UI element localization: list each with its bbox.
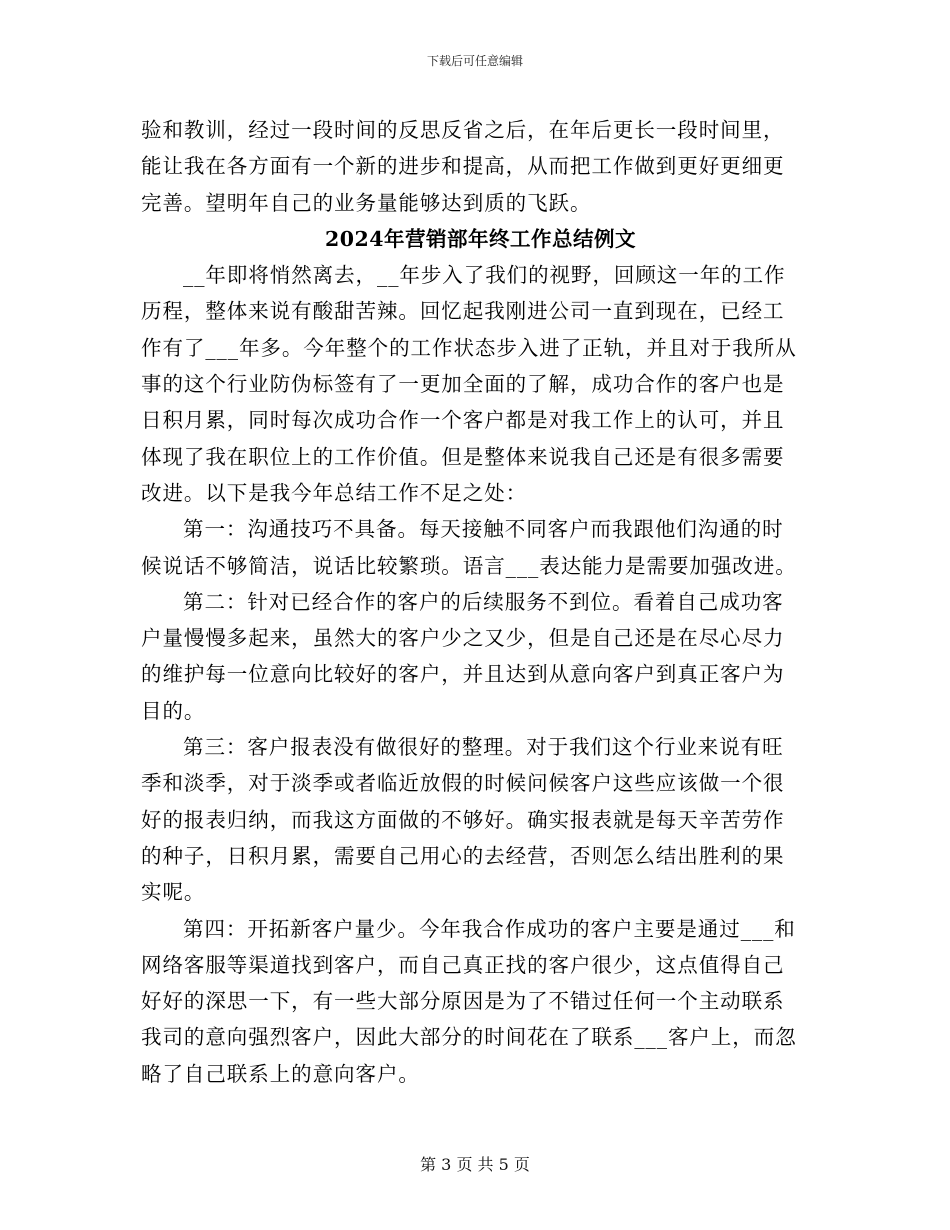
paragraph-line: 完善。望明年自己的业务量能够达到质的飞跃。 — [141, 190, 592, 215]
paragraph-line: 体现了我在职位上的工作价值。但是整体来说我自己还是有很多需要 — [141, 444, 785, 469]
paragraph-line: 户量慢慢多起来，虽然大的客户少之又少，但是自己还是在尽心尽力 — [141, 626, 785, 651]
paragraph-line: 好好的深思一下，有一些大部分原因是为了不错过任何一个主动联系 — [141, 989, 785, 1014]
paragraph-line: 目的。 — [141, 698, 206, 723]
paragraph-line: __年即将悄然离去，__年步入了我们的视野，回顾这一年的工作 — [183, 263, 786, 288]
paragraph-line: 好的报表归纳，而我这方面做的不够好。确实报表就是每天辛苦劳作 — [141, 807, 785, 832]
paragraph-line: 实呢。 — [141, 880, 206, 905]
paragraph-line: 验和教训，经过一段时间的反思反省之后，在年后更长一段时间里， — [141, 118, 785, 142]
section-title: 2024年营销部年终工作总结例文 — [324, 226, 637, 251]
paragraph-line: 作有了___年多。今年整个的工作状态步入进了正轨，并且对于我所从 — [141, 335, 797, 360]
paragraph-line: 改进。以下是我今年总结工作不足之处： — [141, 480, 528, 505]
paragraph-line: 网络客服等渠道找到客户，而自己真正找的客户很少，这点值得自己 — [141, 952, 785, 977]
paragraph-line: 历程，整体来说有酸甜苦辣。回忆起我刚进公司一直到现在，已经工 — [141, 299, 785, 324]
paragraph-line: 第三：客户报表没有做很好的整理。对于我们这个行业来说有旺 — [183, 735, 784, 760]
paragraph-line: 我司的意向强烈客户，因此大部分的时间花在了联系___客户上，而忽 — [141, 1025, 797, 1050]
paragraph-line: 第一：沟通技巧不具备。每天接触不同客户而我跟他们沟通的时 — [183, 517, 784, 542]
paragraph-line: 第四：开拓新客户量少。今年我合作成功的客户主要是通过___和 — [183, 916, 796, 941]
paragraph-line: 的种子，日积月累，需要自己用心的去经营，否则怎么结出胜利的果 — [141, 843, 785, 868]
paragraph-line: 第二：针对已经合作的客户的后续服务不到位。看着自己成功客 — [183, 589, 784, 614]
paragraph-line: 的维护每一位意向比较好的客户，并且达到从意向客户到真正客户为 — [141, 662, 785, 687]
paragraph-line: 季和淡季，对于淡季或者临近放假的时候问候客户这些应该做一个很 — [141, 771, 785, 796]
document-body — [141, 112, 816, 1092]
paragraph-line: 能让我在各方面有一个新的进步和提高，从而把工作做到更好更细更 — [141, 154, 785, 179]
paragraph-line: 事的这个行业防伪标签有了一更加全面的了解，成功合作的客户也是 — [141, 372, 785, 397]
paragraph-line: 候说话不够简洁，说话比较繁琐。语言___表达能力是需要加强改进。 — [141, 553, 797, 578]
paragraph-line: 日积月累，同时每次成功合作一个客户都是对我工作上的认可，并且 — [141, 408, 785, 433]
page-header: 下载后可任意编辑 — [426, 54, 523, 68]
paragraph-line: 略了自己联系上的意向客户。 — [141, 1061, 420, 1086]
page-footer: 第 3 页 共 5 页 — [420, 1155, 530, 1174]
